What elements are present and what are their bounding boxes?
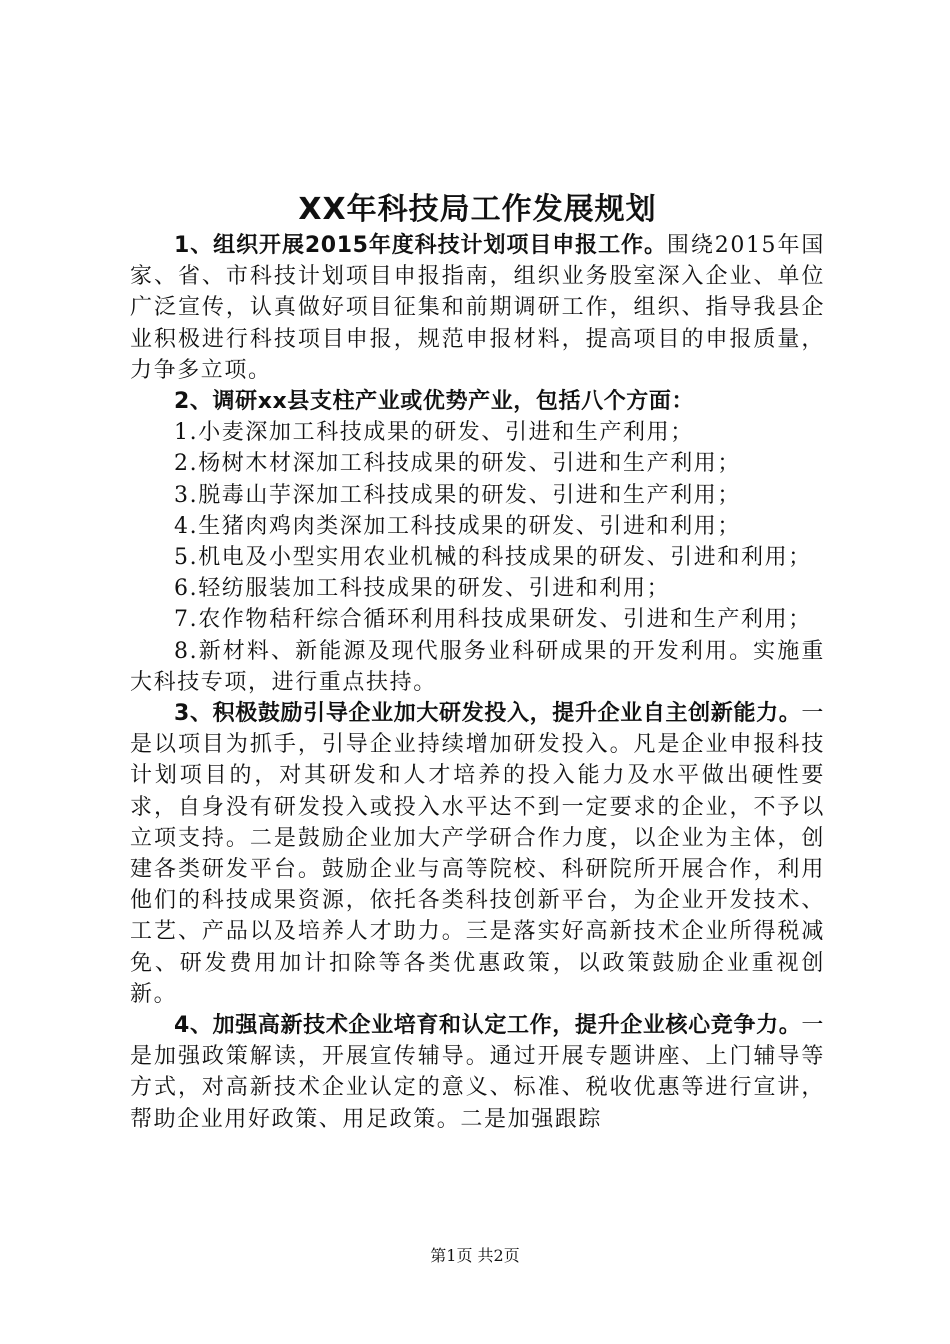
list-item: 2.杨树木材深加工科技成果的研发、引进和生产利用；: [174, 451, 741, 477]
list-item: 3.脱毒山芋深加工科技成果的研发、引进和生产利用；: [174, 482, 741, 508]
section-3-text: 一是以项目为抓手，引导企业持续增加研发投入。凡是企业申报科技计划项目的，对其研发和人才培养的投入能力及水平做出硬性要求，自身没有研发投入或投入水平达不到一定要求的企业，不予以立项支持。二是鼓励企业加大产学研合作力度，以企业为主体，创建各类研发平台。鼓励企业与高等院校、科研院所开展合作，利用他们的科技成果资源，依托各类科技创新平台，为企业开发技术、工艺、产品以及培养人才助力。三是落实好高新技术企业所得税减免、研发费用加计扣除等各类优惠政策，以政策鼓励企业重视创新。: [130, 701, 825, 1007]
list-item: 4.生猪肉鸡肉类深加工科技成果的研发、引进和利用；: [174, 513, 741, 539]
list-item: 6.轻纺服装加工科技成果的研发、引进和利用；: [174, 576, 671, 602]
section-4-text: 一是加强政策解读，开展宣传辅导。通过开展专题讲座、上门辅导等方式，对高新技术企业认定的意义、标准、税收优惠等进行宣讲，帮助企业用好政策、用足政策。二是加强跟踪: [130, 1013, 825, 1132]
list-item: 8.新材料、新能源及现代服务业科研成果的开发利用。实施重大科技专项，进行重点扶持。: [130, 638, 825, 695]
list-item: 5.机电及小型实用农业机械的科技成果的研发、引进和利用；: [174, 545, 812, 571]
document-title: XX年科技局工作发展规划: [298, 192, 657, 227]
section-1-text: 围绕2015年国家、省、市科技计划项目申报指南，组织业务股室深入企业、单位广泛宣传，认真做好项目征集和前期调研工作，组织、指导我县企业积极进行科技项目申报，规范申报材料，提高项目的申报质量，力争多立项。: [130, 233, 825, 383]
section-3-heading: 3、积极鼓励引导企业加大研发投入，提升企业自主创新能力。: [174, 701, 802, 727]
section-2-paragraph: [130, 386, 825, 417]
section-1-heading: 1、组织开展2015年度科技计划项目申报工作。: [174, 233, 667, 258]
section-4-heading: 4、加强高新技术企业培育和认定工作，提升企业核心竞争力。: [174, 1013, 802, 1039]
list-item: 7.农作物秸秆综合循环利用科技成果研发、引进和生产利用；: [174, 607, 812, 633]
page-footer: 第1页 共2页: [430, 1246, 520, 1265]
list-item: 1.小麦深加工科技成果的研发、引进和生产利用；: [174, 420, 694, 446]
section-2-heading: 2、调研xx县支柱产业或优势产业，包括八个方面：: [174, 389, 695, 415]
document-page: [130, 0, 825, 1135]
section-1-paragraph: [130, 230, 825, 386]
section-4-paragraph: [130, 1010, 825, 1135]
section-3-paragraph: [130, 698, 825, 1010]
